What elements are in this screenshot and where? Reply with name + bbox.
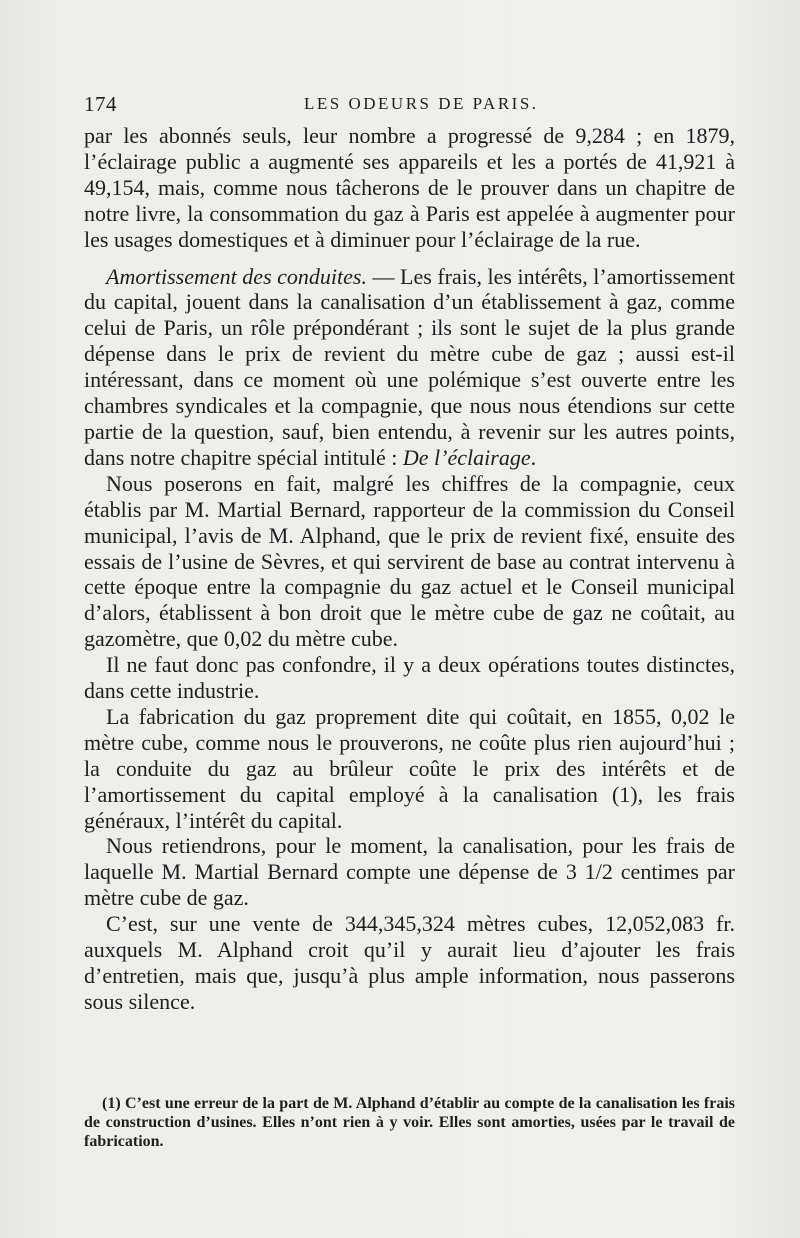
page-number: 174 [84, 92, 117, 116]
page-header [84, 92, 734, 116]
paragraph-5: La fabrication du gaz proprement dite qui coûtait, en 1855, 0,02 le mètre cube, comme nous le prouverons, ne coûte plus rien aujourd’hui ; la conduite du gaz au brûleur coûte le prix des intérêts et de l’amortissement du capital employé à la canalisation (1), les frais généraux, l’intérêt du capital. [84, 703, 735, 833]
running-title: LES ODEURS DE PARIS. [304, 94, 539, 113]
paragraph-2 [84, 264, 735, 471]
paragraph-6: Nous retiendrons, pour le moment, la canalisation, pour les frais de laquelle M. Martial Bernard compte une dépense de 3 1/2 centimes par mètre cube de gaz. [84, 833, 735, 911]
paragraph-2-end: . [530, 444, 537, 470]
paragraph-2-text: — Les frais, les intérêts, l’amortissement du capital, jouent dans la canalisation d’un établissement à gaz, comme celui de Paris, un rôle prépondérant ; ils sont le sujet de la plus grande dépense dans le prix de revient du mètre cube de gaz ; aussi est-il intéressant, dans ce moment où une polémique s’est ouverte entre les chambres syndicales et la compagnie, que nous nous étendions sur cette partie de la question, sauf, bien entendu, à revenir sur les autres points, dans notre chapitre spécial intitulé : [84, 263, 735, 470]
chapter-reference-italic: De l’éclairage [402, 444, 531, 470]
paragraph-7: C’est, sur une vente de 344,345,324 mètres cubes, 12,052,083 fr. auxquels M. Alphand croit qu’il y aurait lieu d’ajouter les frais d’entretien, mais que, jusqu’à plus ample information, nous passerons sous silence. [84, 911, 735, 1014]
section-heading-italic: Amortissement des conduites. [106, 263, 367, 289]
paragraph-4: Il ne faut donc pas confondre, il y a deux opérations toutes distinctes, dans cette industrie. [84, 652, 735, 704]
paragraph-3: Nous poserons en fait, malgré les chiffres de la compagnie, ceux établis par M. Martial Bernard, rapporteur de la commission du Conseil municipal, l’avis de M. Alphand, que le prix de revient fixé, ensuite des essais de l’usine de Sèvres, et qui servirent de base au contrat intervenu à cette époque entre la compagnie du gaz actuel et le Conseil municipal d’alors, établissent à bon droit que le mètre cube de gaz ne coûtait, au gazomètre, que 0,02 du mètre cube. [84, 470, 735, 652]
paragraph-1: par les abonnés seuls, leur nombre a progressé de 9,284 ; en 1879, l’éclairage public a augmenté ses appareils et les a portés de 41,921 à 49,154, mais, comme nous tâcherons de le prouver dans un chapitre de notre livre, la consommation du gaz à Paris est appelée à augmenter pour les usages domestiques et à diminuer pour l’éclairage de la rue. [84, 123, 735, 252]
footnote [84, 1094, 735, 1151]
footnote-text: (1) C’est une erreur de la part de M. Alphand d’établir au compte de la canalisation les frais de construction d’usines. Elles n’ont rien à y voir. Elles sont amorties, usées par le travail de fabrication. [84, 1095, 735, 1150]
body-text [84, 123, 735, 1015]
